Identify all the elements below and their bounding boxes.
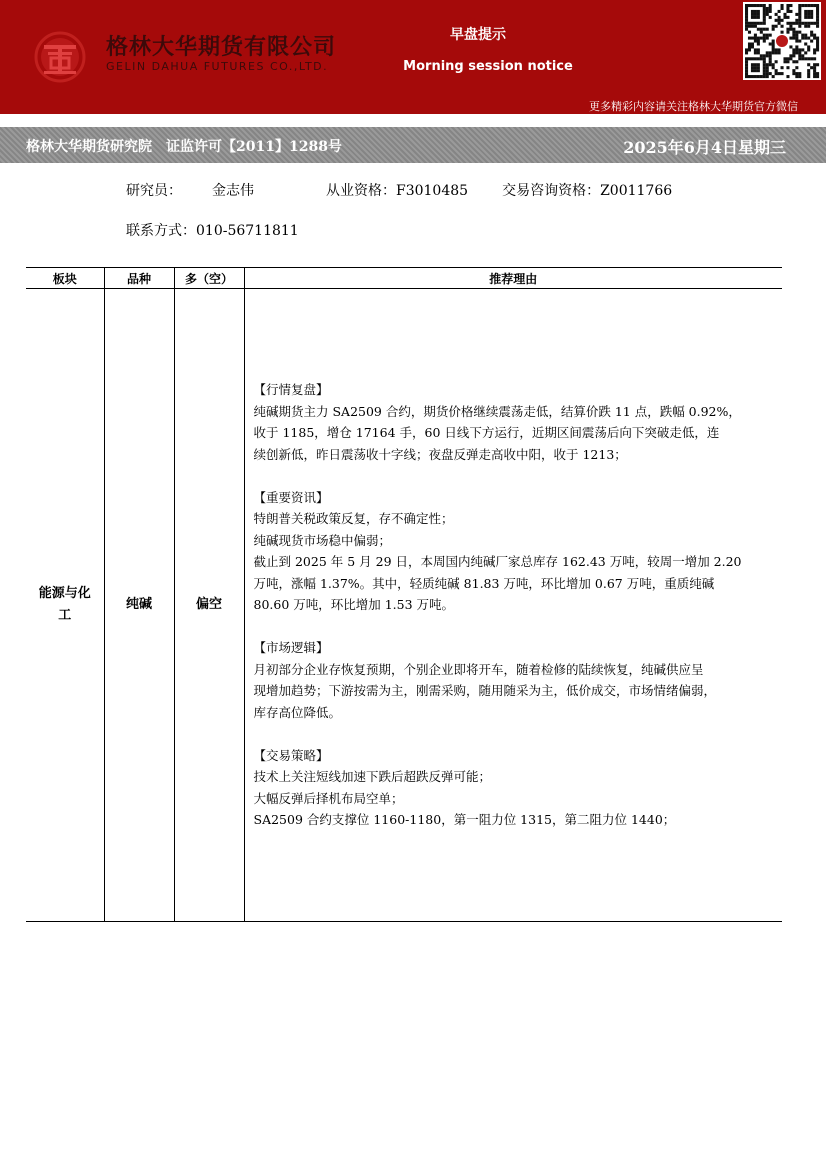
- cell-variety: 纯碱: [104, 289, 174, 922]
- sector-line-2: 工: [58, 608, 72, 623]
- strategy-line: 技术上关注短线加速下跌后超跌反弹可能；: [253, 769, 492, 785]
- news-line: 纯碱现货市场稳中偏弱；: [253, 532, 392, 548]
- strategy-line: 大幅反弹后择机布局空单；: [253, 790, 404, 806]
- strategy-line: SA2509 合约支撑位 1160-1180，第一阻力位 1315，第二阻力位 1440；: [253, 812, 676, 828]
- wechat-qr-code-icon: [743, 2, 821, 80]
- cell-reason: [244, 289, 782, 922]
- company-name-en: GELIN DAHUA FUTURES CO.,LTD.: [106, 60, 329, 73]
- section-title-review: 【行情复盘】: [253, 382, 329, 398]
- table-header-row: [26, 268, 782, 289]
- table-row: [26, 289, 782, 922]
- institute-license: 格林大华期货研究院 证监许可【2011】1288号: [26, 139, 342, 155]
- report-title-en: Morning session notice: [403, 59, 573, 74]
- consult-label: 交易咨询资格：: [502, 183, 601, 199]
- qualification-number: F3010485: [396, 183, 469, 199]
- header-direction: 多（空）: [174, 268, 244, 289]
- analyst-name-label: 研究员：: [126, 183, 182, 199]
- news-line: 截止到 2025 年 5 月 29 日，本周国内纯碱厂家总库存 162.43 万吨，较周一增加 2.20: [253, 554, 742, 570]
- qualification-label: 从业资格：: [326, 183, 396, 199]
- contact-info: [126, 220, 299, 240]
- company-name-cn: 格林大华期货有限公司: [106, 35, 337, 60]
- header-sector: 板块: [26, 268, 104, 289]
- contact-label: 联系方式：: [126, 223, 196, 239]
- sector-line-1: 能源与化: [38, 586, 91, 601]
- header-variety: 品种: [104, 268, 174, 289]
- analyst-info: [126, 180, 672, 200]
- analyst-name: 金志伟: [212, 183, 254, 199]
- cell-sector: [26, 289, 104, 922]
- consult-number: Z0011766: [600, 183, 673, 199]
- review-line: 收于 1185，增仓 17164 手，60 日线下方运行，近期区间震荡后向下突破走低，连: [253, 425, 720, 441]
- company-logo-icon: [32, 31, 88, 83]
- page-header: [0, 0, 826, 114]
- section-title-news: 【重要资讯】: [253, 489, 329, 505]
- report-date: 2025年6月4日星期三: [623, 138, 786, 157]
- recommendation-table: [26, 267, 782, 922]
- logic-line: 库存高位降低。: [253, 704, 342, 720]
- logic-line: 现增加趋势；下游按需为主，刚需采购，随用随采为主，低价成交，市场情绪偏弱，: [253, 683, 717, 699]
- section-title-logic: 【市场逻辑】: [253, 640, 329, 656]
- review-line: 纯碱期货主力 SA2509 合约，期货价格继续震荡走低，结算价跌 11 点，跌幅 0.92%，: [253, 403, 741, 419]
- contact-phone: 010-56711811: [196, 223, 299, 239]
- logic-line: 月初部分企业存恢复预期，个别企业即将开车，随着检修的陆续恢复，纯碱供应呈: [253, 661, 704, 677]
- header-reason: 推荐理由: [244, 268, 782, 289]
- cell-direction: 偏空: [174, 289, 244, 922]
- institute-bar: [0, 127, 826, 163]
- news-line: 80.60 万吨，环比增加 1.53 万吨。: [253, 597, 455, 613]
- news-line: 万吨，涨幅 1.37%。其中，轻质纯碱 81.83 万吨，环比增加 0.67 万吨，重质纯碱: [253, 575, 715, 591]
- wechat-follow-text: 更多精彩内容请关注格林大华期货官方微信: [589, 100, 798, 113]
- news-line: 特朗普关税政策反复，存不确定性；: [253, 511, 454, 527]
- review-line: 续创新低，昨日震荡收十字线；夜盘反弹走高收中阳，收于 1213；: [253, 446, 627, 462]
- section-title-strategy: 【交易策略】: [253, 747, 329, 763]
- report-title-cn: 早盘提示: [450, 27, 506, 43]
